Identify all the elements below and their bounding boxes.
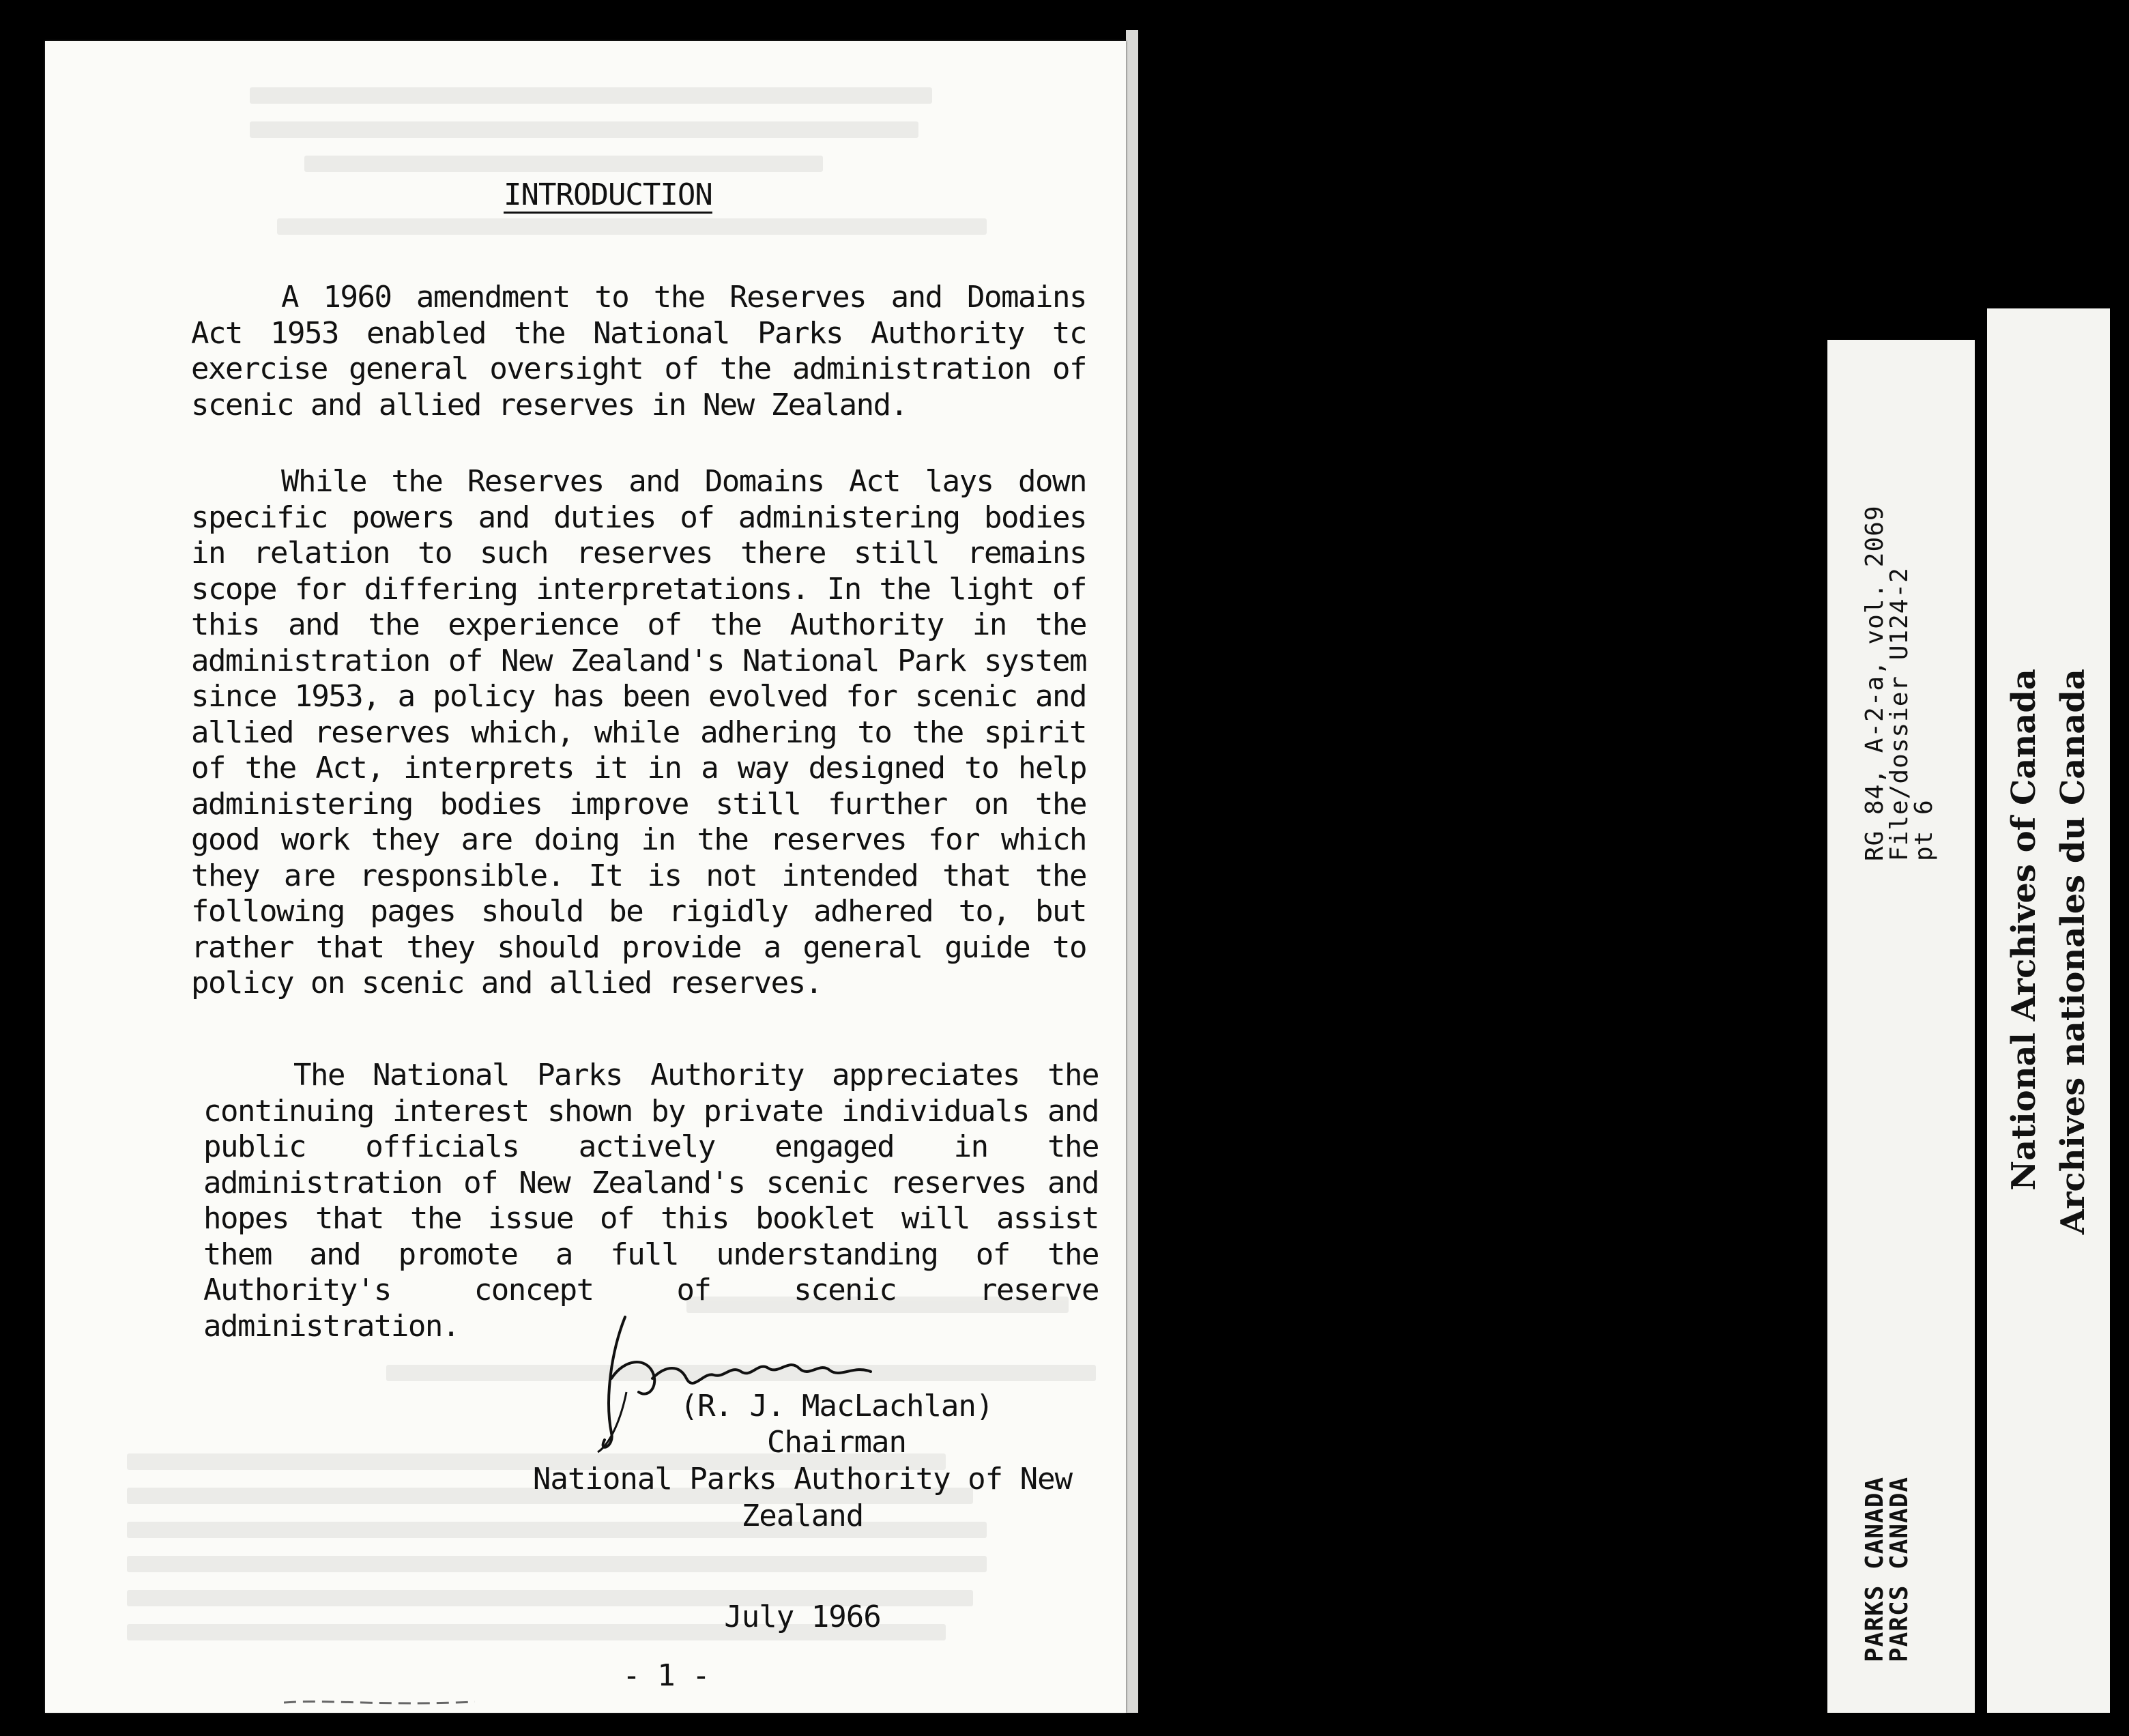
archive-institution-block bbox=[1999, 669, 2098, 1283]
scan-smudge bbox=[284, 1698, 475, 1707]
paragraph-1: A 1960 amendment to the Reserves and Domains Act 1953 enabled the National Parks Authority tc exercise general oversight of the administration of scenic and allied reserves in New Zealand. bbox=[191, 280, 1086, 422]
archive-name-french: Archives nationales du Canada bbox=[2054, 669, 2092, 1235]
reference-line-2: File/dossier U124-2 bbox=[1885, 567, 1913, 861]
page-number: - 1 - bbox=[622, 1658, 710, 1693]
signatory-organization: National Parks Authority of New Zealand bbox=[532, 1462, 1073, 1533]
paragraph-2: While the Reserves and Domains Act lays down specific powers and duties of administering bodies in relation to such reserves there still remains scope for differing interpretations. In the light of this and the experience of the Authority in the administration of New Zealand's National Park system since 1953, a policy has been evolved for scenic and allied reserves which, while adhering to the spirit of the Act, interprets it in a way designed to help administering bodies improve still further on the good work they are doing in the reserves for which they are responsible. It is not intended that the following pages should be rigidly adhered to, but rather that they should provide a general guide to policy on scenic and allied reserves. bbox=[191, 464, 1086, 1000]
document-date: July 1966 bbox=[724, 1600, 881, 1634]
agency-french: PARCS CANADA bbox=[1885, 1476, 1913, 1662]
reference-line-3: pt 6 bbox=[1910, 799, 1938, 861]
page-edge bbox=[1126, 30, 1138, 1713]
paragraph-3: The National Parks Authority appreciates the continuing interest shown by private individuals and public officials actively engaged in the administration of New Zealand's scenic reserves and hopes that the issue of this booklet will assist them and promote a full understanding of the Authority's concept of scenic reserve administration. bbox=[203, 1058, 1099, 1344]
archive-name-english: National Archives of Canada bbox=[2005, 669, 2043, 1191]
agency-block bbox=[1863, 1477, 1912, 1662]
agency-english: PARKS CANADA bbox=[1861, 1476, 1889, 1662]
signatory-name: (R. J. MacLachlan) bbox=[680, 1389, 994, 1423]
reference-line-1: RG 84, A-2-a, vol. 2069 bbox=[1861, 505, 1889, 861]
document-heading: INTRODUCTION bbox=[504, 177, 712, 212]
archive-reference-block bbox=[1863, 506, 1937, 862]
signatory-title: Chairman bbox=[767, 1425, 906, 1460]
document-page bbox=[45, 41, 1126, 1713]
